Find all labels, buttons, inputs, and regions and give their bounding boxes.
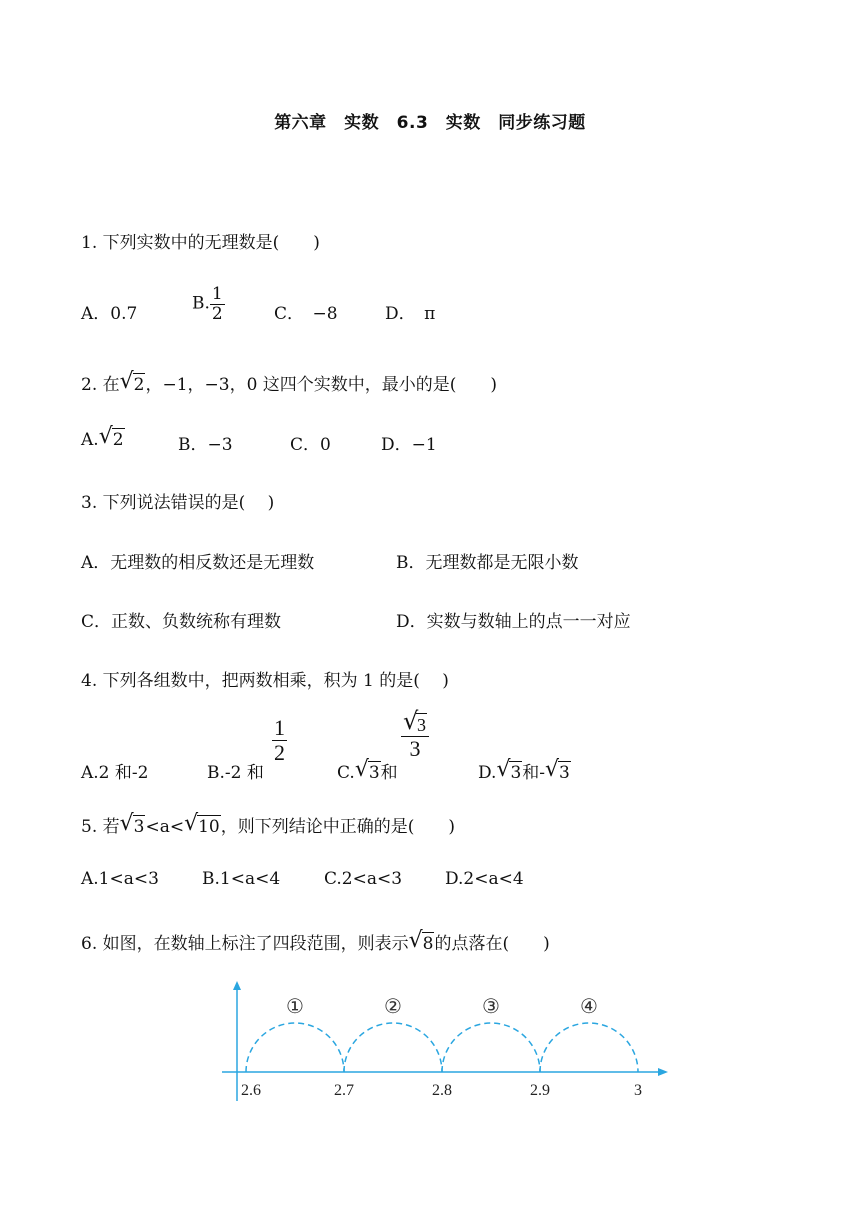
radical-sign: √ xyxy=(408,928,423,953)
radical-sign: √ xyxy=(119,369,134,394)
x-axis-arrow xyxy=(658,1068,668,1076)
sqrt-expression xyxy=(408,928,435,954)
sqrt-expression xyxy=(119,369,146,395)
number-line-figure xyxy=(210,975,680,1105)
fraction-numerator: 1 xyxy=(211,284,223,304)
tick-label: 2.8 xyxy=(432,1082,452,1099)
q4-option-c xyxy=(337,758,398,783)
q6-stem-post: 的点落在( ) xyxy=(434,934,550,954)
radicand: 3 xyxy=(510,763,522,783)
radicand: 3 xyxy=(368,763,380,783)
question-4-stem: 4. 下列各组数中，把两数相乘，积为 1 的是( ) xyxy=(81,671,449,691)
sqrt-expression xyxy=(119,811,146,837)
radicand: 8 xyxy=(422,934,434,954)
q6-stem-pre: 6. 如图，在数轴上标注了四段范围，则表示 xyxy=(81,934,409,954)
fraction-denominator: 3 xyxy=(409,736,421,762)
y-axis-arrow xyxy=(233,981,241,990)
page-title: 第六章 实数 6.3 实数 同步练习题 xyxy=(274,113,586,133)
q1-option-c: C． −8 xyxy=(274,304,338,324)
q1-option-d: D． π xyxy=(385,304,436,324)
tick-labels xyxy=(241,1082,642,1099)
tick-label: 3 xyxy=(634,1082,642,1099)
region-labels xyxy=(286,996,598,1018)
q5-stem-pre: 5. 若 xyxy=(81,817,120,837)
radical-sign: √ xyxy=(119,811,134,836)
sqrt-expression xyxy=(545,757,571,783)
region-label: ① xyxy=(286,996,304,1018)
sqrt-expression xyxy=(184,811,221,837)
radicand: 3 xyxy=(559,763,570,783)
region-label: ② xyxy=(384,996,402,1018)
question-5-stem xyxy=(81,812,455,837)
radical-sign: √ xyxy=(496,757,511,782)
radicand: 2 xyxy=(133,375,145,395)
q4-option-c-prefix: C. xyxy=(337,763,355,783)
q4-option-d-prefix: D. xyxy=(478,763,497,783)
q5-stem-post: ，则下列结论中正确的是( ) xyxy=(220,817,455,837)
q4-option-d-and: 和- xyxy=(522,763,546,783)
q3-option-b: B．无理数都是无限小数 xyxy=(396,553,579,573)
sqrt-expression xyxy=(98,424,125,450)
region-arcs xyxy=(246,1023,638,1072)
q2-stem-post: ，−1，−3，0 这四个实数中，最小的是( ) xyxy=(145,375,498,395)
radicand: 10 xyxy=(198,817,220,837)
q5-option-b: B.1<a<4 xyxy=(202,869,281,889)
q2-option-a-prefix: A. xyxy=(81,430,99,450)
region-arc xyxy=(344,1023,442,1072)
question-2-stem xyxy=(81,370,497,395)
q5-stem-mid: <a< xyxy=(145,817,185,837)
q1-option-a: A．0.7 xyxy=(81,304,138,324)
q2-option-a xyxy=(81,424,125,450)
q4-option-b-prefix: B.-2 和 xyxy=(207,763,264,783)
q4-option-a: A.2 和-2 xyxy=(81,763,149,783)
q2-stem-pre: 2. 在 xyxy=(81,375,120,395)
q2-option-d: D．−1 xyxy=(381,435,437,455)
q4-option-c-fraction xyxy=(401,707,429,762)
fraction-denominator: 2 xyxy=(274,740,285,766)
radicand: 3 xyxy=(417,715,426,735)
q1-option-b xyxy=(192,285,225,323)
q3-option-c: C．正数、负数统称有理数 xyxy=(81,612,282,632)
tick-label: 2.7 xyxy=(334,1082,354,1099)
q4-option-d xyxy=(478,758,571,783)
region-arc xyxy=(442,1023,540,1072)
radical-sign: √ xyxy=(354,757,369,782)
region-label: ③ xyxy=(482,996,500,1018)
q2-option-c: C．0 xyxy=(290,435,331,455)
q5-option-d: D.2<a<4 xyxy=(445,869,524,889)
q1-option-b-prefix: B. xyxy=(192,293,210,314)
radical-sign: √ xyxy=(545,757,560,782)
radical-sign: √ xyxy=(98,424,113,449)
region-label: ④ xyxy=(580,996,598,1018)
sqrt-expression xyxy=(403,707,427,736)
tick-label: 2.6 xyxy=(241,1082,261,1099)
q5-option-c: C.2<a<3 xyxy=(324,869,403,889)
q5-option-a: A.1<a<3 xyxy=(81,869,159,889)
question-1-stem: 1. 下列实数中的无理数是( ) xyxy=(81,233,320,253)
region-arc xyxy=(246,1023,344,1072)
sqrt-expression xyxy=(496,757,522,783)
q3-option-d: D．实数与数轴上的点一一对应 xyxy=(396,612,631,632)
q1-option-b-fraction xyxy=(210,285,225,323)
q4-option-c-and: 和 xyxy=(380,763,398,783)
question-6-stem xyxy=(81,929,550,954)
sqrt-expression xyxy=(354,757,381,783)
question-3-stem: 3. 下列说法错误的是( ) xyxy=(81,493,275,513)
radicand: 2 xyxy=(112,430,124,450)
q4-option-b-fraction xyxy=(272,716,287,765)
fraction-numerator: 1 xyxy=(274,715,285,740)
q2-option-b: B．−3 xyxy=(178,435,233,455)
region-arc xyxy=(540,1023,638,1072)
radical-sign: √ xyxy=(184,811,199,836)
q3-option-a: A．无理数的相反数还是无理数 xyxy=(81,553,315,573)
radicand: 3 xyxy=(133,817,145,837)
radical-sign: √ xyxy=(403,707,419,735)
tick-label: 2.9 xyxy=(530,1082,550,1099)
fraction-denominator: 2 xyxy=(211,303,223,324)
fraction-numerator xyxy=(401,707,429,737)
